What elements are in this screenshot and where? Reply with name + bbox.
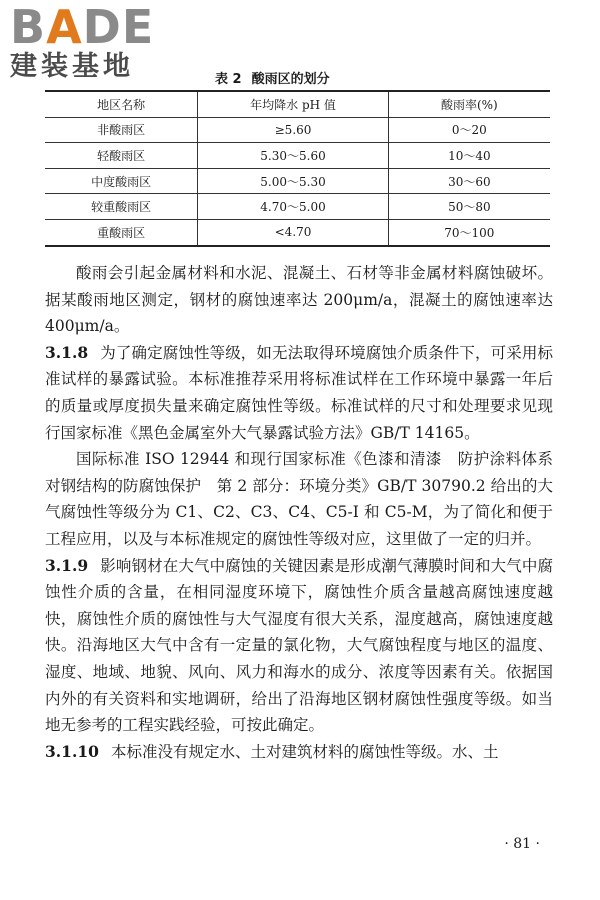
- header-rate: 酸雨率(%): [388, 91, 550, 117]
- cell-ph: 5.30～5.60: [198, 143, 388, 169]
- page-number: · 81 ·: [504, 836, 540, 852]
- cell-region: 轻酸雨区: [45, 143, 198, 169]
- cell-region: 重酸雨区: [45, 219, 198, 245]
- paragraph-text: 本标准没有规定水、土对建筑材料的腐蚀性等级。水、土: [110, 742, 499, 761]
- cell-rate: 0～20: [388, 117, 550, 143]
- table-caption-number: 表 2: [215, 72, 242, 87]
- body-text: [45, 260, 553, 765]
- paragraph-3-1-10: [45, 739, 553, 766]
- cell-region: 中度酸雨区: [45, 168, 198, 194]
- table-row: [45, 219, 550, 245]
- table-row: [45, 168, 550, 194]
- cell-ph: ≥5.60: [198, 117, 388, 143]
- paragraph-3-1-8: [45, 340, 553, 446]
- header-ph: 年均降水 pH 值: [198, 91, 388, 117]
- cell-region: 非酸雨区: [45, 117, 198, 143]
- publisher-logo: [10, 0, 180, 84]
- paragraph-text: 为了确定腐蚀性等级，如无法取得环境腐蚀介质条件下，可采用标准试样的暴露试验。本标准推荐采用将标准试样在工作环境中暴露一年后的质量或厚度损失量来确定腐蚀性等级。标准试样的尺寸和处理要求见现行国家标准《黑色金属室外大气暴露试验方法》GB/T 14165。: [45, 343, 553, 442]
- cell-rate: 70～100: [388, 219, 550, 245]
- clause-number: 3.1.9: [45, 555, 89, 575]
- paragraph-text: 影响钢材在大气中腐蚀的关键因素是形成潮气薄膜时间和大气中腐蚀性介质的含量，在相同湿度环境下，腐蚀性介质含量越高腐蚀速度越快，腐蚀性介质的腐蚀性与大气湿度有很大关系，湿度越高，腐蚀速度越快。沿海地区大气中含有一定量的氯化物，大气腐蚀程度与地区的温度、湿度、地域、地貌、风向、风力和海水的成分、浓度等因素有关。依据国内外的有关资料和实地调研，给出了沿海地区钢材腐蚀性强度等级。如当地无参考的工程实践经验，可按此确定。: [45, 556, 553, 735]
- cell-ph: <4.70: [198, 219, 388, 245]
- cell-ph: 4.70～5.00: [198, 194, 388, 220]
- header-region: 地区名称: [45, 91, 198, 117]
- table-caption-title: 酸雨区的划分: [251, 72, 330, 87]
- logo-wordmark: [10, 0, 180, 54]
- cell-region: 较重酸雨区: [45, 194, 198, 220]
- cell-rate: 30～60: [388, 168, 550, 194]
- paragraph-acid-rain: [45, 260, 553, 340]
- table-row: [45, 194, 550, 220]
- cell-rate: 50～80: [388, 194, 550, 220]
- paragraph-text: 国际标准 ISO 12944 和现行国家标准《色漆和清漆 防护涂料体系对钢结构的防腐蚀保护 第 2 部分：环境分类》GB/T 30790.2 给出的大气腐蚀性等级分为 C1、C2、C3、C4、C5-I 和 C5-M，为了简化和便于工程应用，以及与本标准规定的腐蚀性等级对应，这里做了一定的归并。: [45, 450, 553, 548]
- table-caption: [215, 68, 415, 87]
- paragraph-text: 酸雨会引起金属材料和水泥、混凝土、石材等非金属材料腐蚀破坏。据某酸雨地区测定，钢材的腐蚀速率达 200μm/a，混凝土的腐蚀速率达 400μm/a。: [45, 264, 553, 336]
- table-row: [45, 117, 550, 143]
- logo-letters-de: DE: [82, 0, 155, 54]
- logo-letter-a: A: [46, 0, 83, 54]
- clause-number: 3.1.10: [45, 741, 99, 761]
- cell-rate: 10～40: [388, 143, 550, 169]
- table-header-row: [45, 91, 550, 117]
- logo-subtitle: 建装基地: [10, 51, 134, 82]
- paragraph-3-1-9: [45, 553, 553, 739]
- acid-rain-table: [45, 90, 550, 247]
- logo-letter-b: B: [10, 0, 47, 54]
- cell-ph: 5.00～5.30: [198, 168, 388, 194]
- clause-number: 3.1.8: [45, 342, 89, 362]
- paragraph-iso: [45, 446, 553, 552]
- table-row: [45, 143, 550, 169]
